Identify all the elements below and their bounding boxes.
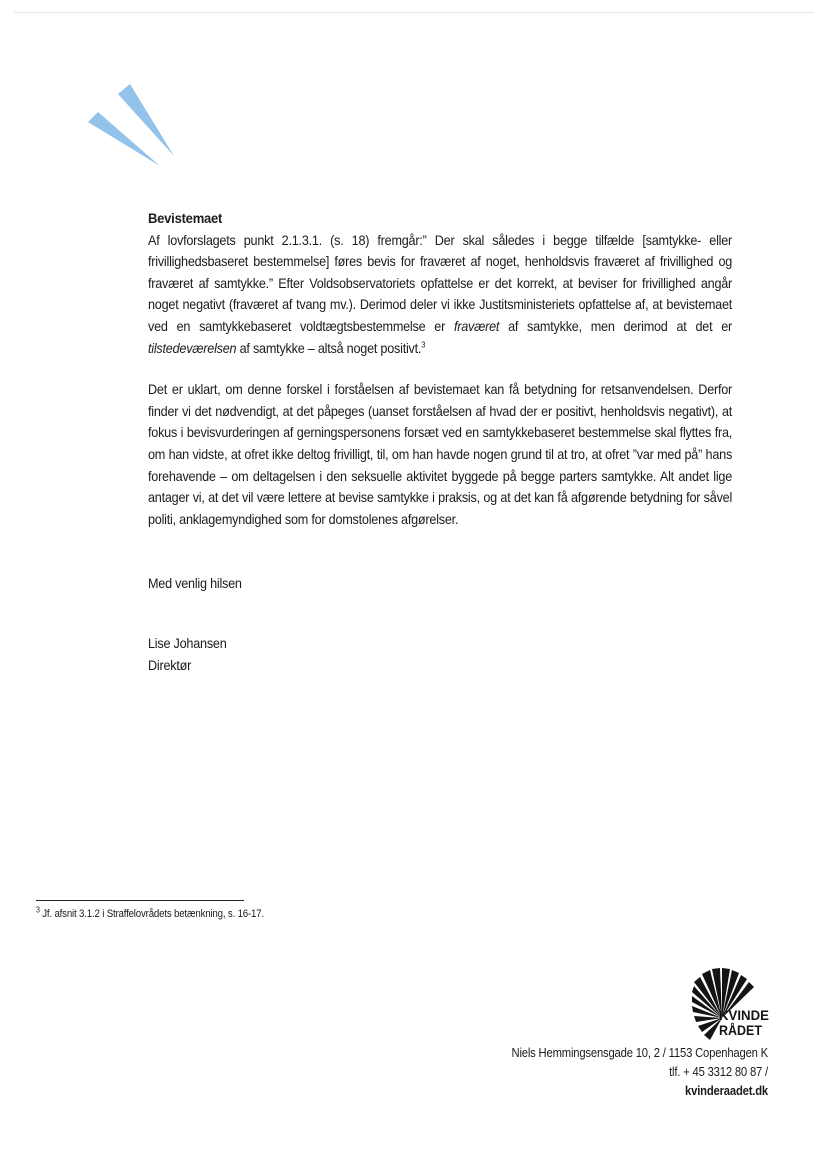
logo-text-kvinde: KVINDE: [719, 1007, 769, 1023]
footnote-number: 3: [36, 905, 40, 915]
phone-number: tlf. + 45 3312 80 87 /: [669, 1065, 768, 1079]
footnote-reference[interactable]: 3: [421, 340, 426, 350]
letter-body: [148, 208, 732, 676]
street-address: Niels Hemmingsensgade 10, 2 / 1153 Copenhagen K: [511, 1046, 768, 1060]
paragraph-text: af samtykke, men derimod at det er: [499, 318, 733, 334]
paragraph-text: af samtykke – altså noget positivt.: [236, 340, 422, 356]
emphasis-fravaeret: fraværet: [453, 318, 500, 334]
paragraph-text: Af lovforslagets punkt 2.1.3.1. (s. 18) fremgår:” Der skal således i begge tilfælde [samtykke- eller frivillighedsbaseret bestemmelse] føres bevis for fraværet af noget, henholdsvis fraværet af frivillighed og fraværet af samtykke.” Efter Voldsobservatoriets opfattelse er det korrekt, at beviser for frivillighed angår noget negativt (fraværet af tvang mv.). Derimod deler vi ikke Justitsministeriets opfattelse af, at bevistemaet ved en samtykkebaseret voldtægtsbestemmelse er: [148, 232, 733, 334]
footnote-text: Jf. afsnit 3.1.2 i Straffelovrådets betænkning, s. 16-17.: [39, 908, 264, 920]
closing-greeting: Med venlig hilsen: [148, 576, 242, 592]
website-link[interactable]: kvinderaadet.dk: [685, 1084, 768, 1098]
contact-line: [511, 1063, 768, 1101]
signatory-name: Lise Johansen: [148, 635, 227, 651]
emphasis-tilstedevaerelsen: tilstedeværelsen: [148, 340, 237, 356]
kvinderaadet-logo-icon: [692, 968, 772, 1040]
paragraph-retsanvendelse: Det er uklart, om denne forskel i forståelsen af bevistemaet kan få betydning for retsanvendelsen. Derfor finder vi det nødvendigt, at det påpeges (uanset forståelsen af hvad der er positivt, henholdsvis negativt), at fokus i bevisvurderingen af gerningspersonens forsæt ved en samtykkebaseret bestemmelse skal flyttes fra, om han vidste, at ofret ikke deltog frivilligt, til, om han havde nogen grund til at tro, at ofret ”var med på” hans forehavende – om deltagelsen i den seksuelle aktivitet byggede på begge parters samtykke. Alt andet lige antager vi, at det vil være lettere at bevise samtykke i praksis, og at det kan få afgørende betydning for såvel politi, anklagemyndighed som for domstolenes afgørelser.: [148, 382, 733, 527]
section-heading: Bevistemaet: [148, 210, 223, 226]
footer-address: [511, 1044, 768, 1101]
blue-slash-logo-icon: [84, 78, 176, 170]
footnote: [36, 906, 264, 922]
logo-text-raadet: RÅDET: [719, 1022, 763, 1038]
paragraph-bevistema: [148, 230, 732, 360]
signatory-title: Direktør: [148, 657, 192, 673]
footnote-divider: [36, 900, 244, 901]
page-top-rule: [14, 12, 814, 13]
